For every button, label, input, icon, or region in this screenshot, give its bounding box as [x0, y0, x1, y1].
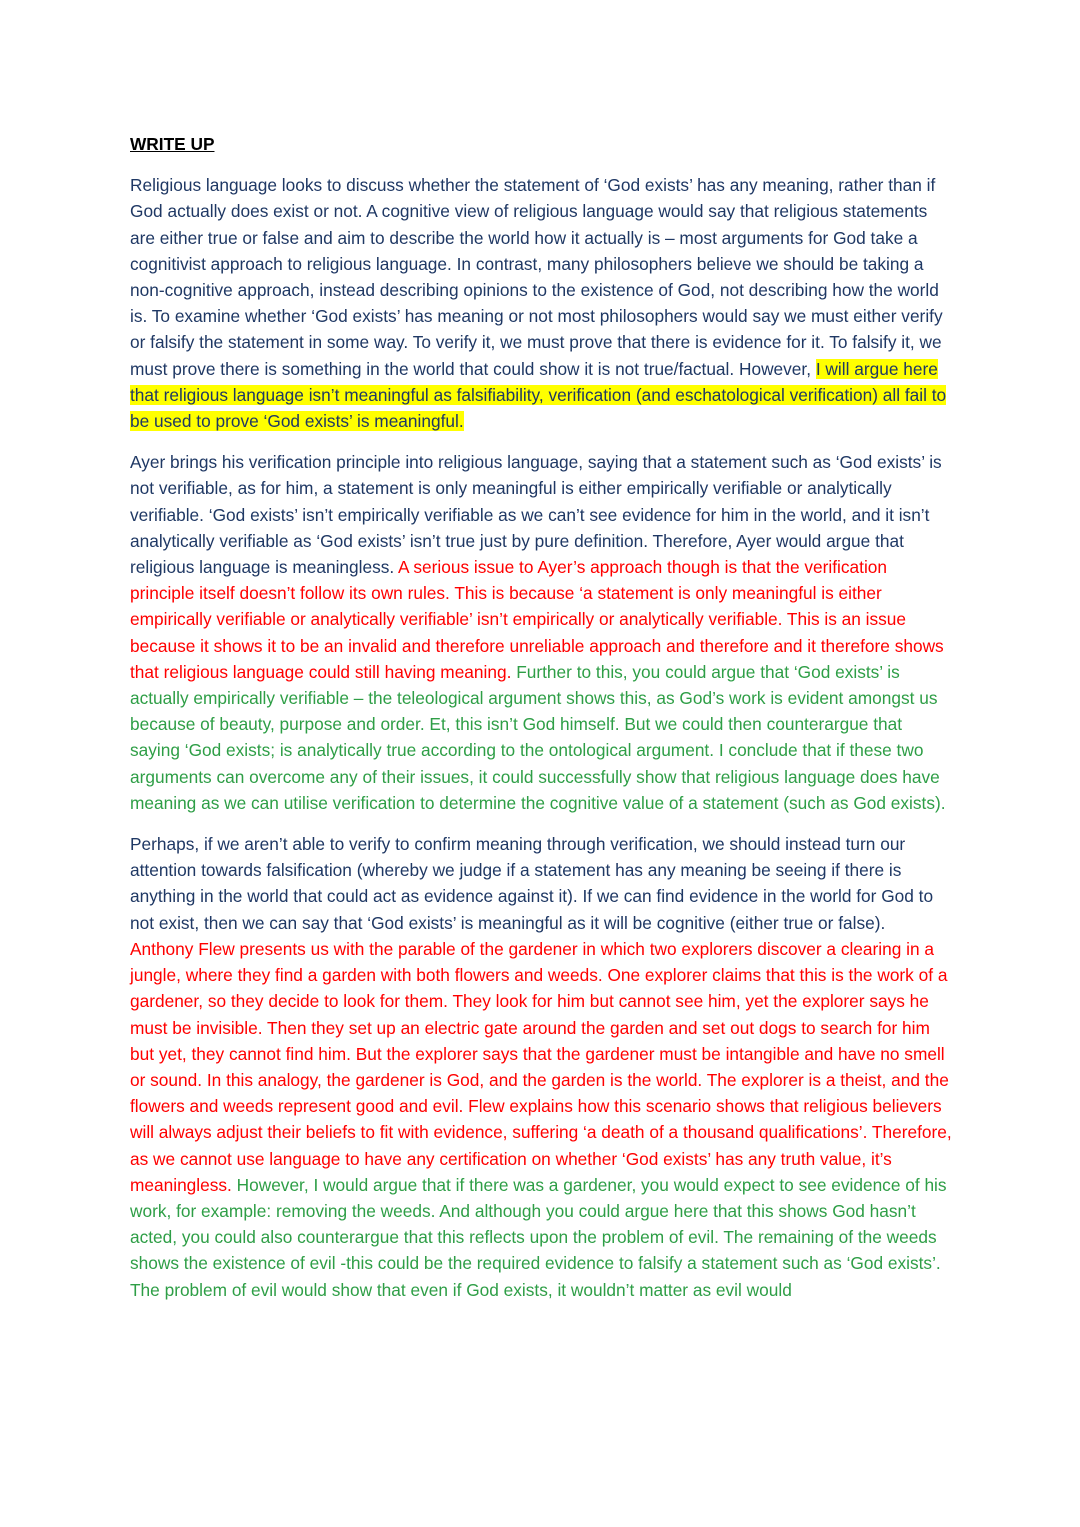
falsification-point: Perhaps, if we aren’t able to verify to confirm meaning through verification, we should instead turn our attention towards falsification (whereby we judge if a statement has any meaning be seeing if there is anything in the world that could act as evidence against it). If we can find evidence in the world for God to not exist, then we can say that ‘God exists’ is meaningful as it will be cognitive (either true or false).: [130, 834, 934, 933]
verification-evaluation: Further to this, you could argue that ‘God exists’ is actually empirically verifiable – the teleological argument shows this, as God’s work is evident amongst us because of beauty, purpose and order. Et, this isn’t God himself. But we could then counterargue that saying ‘God exists; is analytically true according to the ontological argument. I conclude that if these two arguments can overcome any of their issues, it could successfully show that religious language does have meaning as we can utilise verification to determine the cognitive value of a statement (such as God exists).: [130, 661, 946, 813]
falsification-evaluation: However, I would argue that if there was a gardener, you would expect to see evidence of his work, for example: removing the weeds. And although you could argue here that this shows God hasn’t acted, you could also counterargue that this reflects upon the problem of evil. The remaining of the weeds shows the existence of evil -this could be the required evidence to falsify a statement such as ‘God exists’. The problem of evil would show that even if God exists, it wouldn’t matter as evil would: [130, 1174, 947, 1300]
verification-criticism: A serious issue to Ayer’s approach though is that the verification principle itself doesn’t follow its own rules. This is because ‘a statement is only meaningful is either empirically verifiable or analytically verifiable’ isn’t empirically or analytically verifiable. This is an issue because it shows it to be an invalid and therefore unreliable approach and therefore and it therefore shows that religious language could still having meaning.: [130, 557, 944, 682]
verification-point: Ayer brings his verification principle into religious language, saying that a statement such as ‘God exists’ is not verifiable, as for him, a statement is only meaningful is either empirically verifiable or analytically verifiable. ‘God exists’ isn’t empirically verifiable as we can’t see evidence for him in the world, and it isn’t analytically verifiable as ‘God exists’ isn’t true just by pure definition. Therefore, Ayer would argue that religious language is meaningless.: [130, 452, 942, 578]
intro-text: Religious language looks to discuss whether the statement of ‘God exists’ has any meaning, rather than if God actually does exist or not. A cognitive view of religious language would say that religious statements are either true or false and aim to describe the world how it actually is – most arguments for God take a cognitivist approach to religious language. In contrast, many philosophers believe we should be taking a non-cognitive approach, instead describing opinions to the existence of God, not describing how the world is. To examine whether ‘God exists’ has meaning or not most philosophers would say we must either verify or falsify the statement in some way. To verify it, we must prove that there is evidence for it. To falsify it, we must prove there is something in the world that could show it is not true/factual. However,: [130, 175, 943, 379]
document-heading: WRITE UP: [130, 134, 215, 154]
document-page: [130, 131, 952, 1318]
paragraph-verification: [130, 449, 952, 816]
paragraph-falsification: [130, 831, 952, 1303]
thesis-highlight: I will argue here that religious language isn’t meaningful as falsifiability, verification (and eschatological verification) all fail to be used to prove ‘God exists’ is meaningful.: [130, 358, 947, 432]
paragraph-introduction: [130, 172, 952, 434]
falsification-flew-parable: Anthony Flew presents us with the parable of the gardener in which two explorers discover a clearing in a jungle, where they find a garden with both flowers and weeds. One explorer claims that this is the work of a gardener, so they decide to look for them. They look for him but cannot see him, yet the explorer says he must be invisible. Then they set up an electric gate around the garden and set out dogs to search for him but yet, they cannot find him. But the explorer says that the gardener must be intangible and have no smell or sound. In this analogy, the gardener is God, and the garden is the world. The explorer is a theist, and the flowers and weeds represent good and evil. Flew explains how this scenario shows that religious believers will always adjust their beliefs to fit with evidence, suffering ‘a death of a thousand qualifications’. Therefore, as we cannot use language to have any certification on whether ‘God exists’ has any truth value, it’s meaningless.: [130, 938, 952, 1195]
